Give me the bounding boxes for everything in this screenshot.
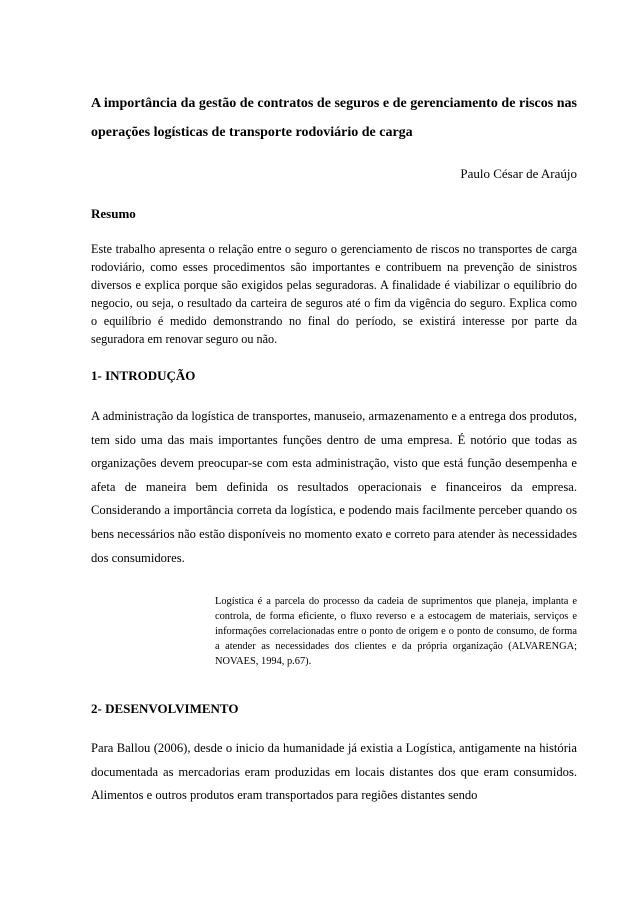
abstract-heading: Resumo <box>91 206 136 221</box>
introduction-paragraph: A administração da logística de transportes, manuseio, armazenamento e a entrega dos produtos, tem sido uma das mais importantes funções dentro de uma empresa. É notório que todas as organizações devem preocupar-se com esta administração, visto que está função desempenha e afeta de maneira bem definida os resultados operacionais e financeiros da empresa. Considerando a importância correta da logística, e podendo mais facilmente perceber quando os bens necessários não estão disponíveis no momento exato e correto para atender às necessidades dos consumidores. <box>91 409 577 565</box>
section-introduction-heading: 1- INTRODUÇÃO <box>91 368 196 383</box>
block-quote: Logística é a parcela do processo da cadeia de suprimentos que planeja, implanta e controla, de forma eficiente, o fluxo reverso e a estocagem de materiais, serviços e informações correlacionadas entre o ponto de origem e o ponto de consumo, de forma a atender as necessidades dos clientes e da própria organização (ALVARENGA; NOVAES, 1994, p.67). <box>215 596 577 667</box>
author-name: Paulo César de Araújo <box>460 166 577 181</box>
abstract-paragraph: Este trabalho apresenta o relação entre o seguro o gerenciamento de riscos no transportes de carga rodoviário, como esses procedimentos são importantes e contribuem na prevenção de sinistros diversos e explica porque são exigidos pelas seguradoras. A finalidade é viabilizar o equilíbrio do negocio, ou seja, o resultado da carteira de seguros até o fim da vigência do seguro. Explica como o equilíbrio é medido demonstrando no final do período, se existirá interesse por parte da seguradora em renovar seguro ou não. <box>91 242 577 346</box>
paper-title: A importância da gestão de contratos de seguros e de gerenciamento de riscos nas operações logísticas de transporte rodoviário de carga <box>91 96 577 140</box>
section-development-heading: 2- DESENVOLVIMENTO <box>91 701 239 716</box>
development-paragraph: Para Ballou (2006), desde o inicio da humanidade já existia a Logística, antigamente na história documentada as mercadorias eram produzidas em locais distantes dos que eram consumidos. Alimentos e outros produtos eram transportados para regiões distantes sendo <box>91 741 577 803</box>
